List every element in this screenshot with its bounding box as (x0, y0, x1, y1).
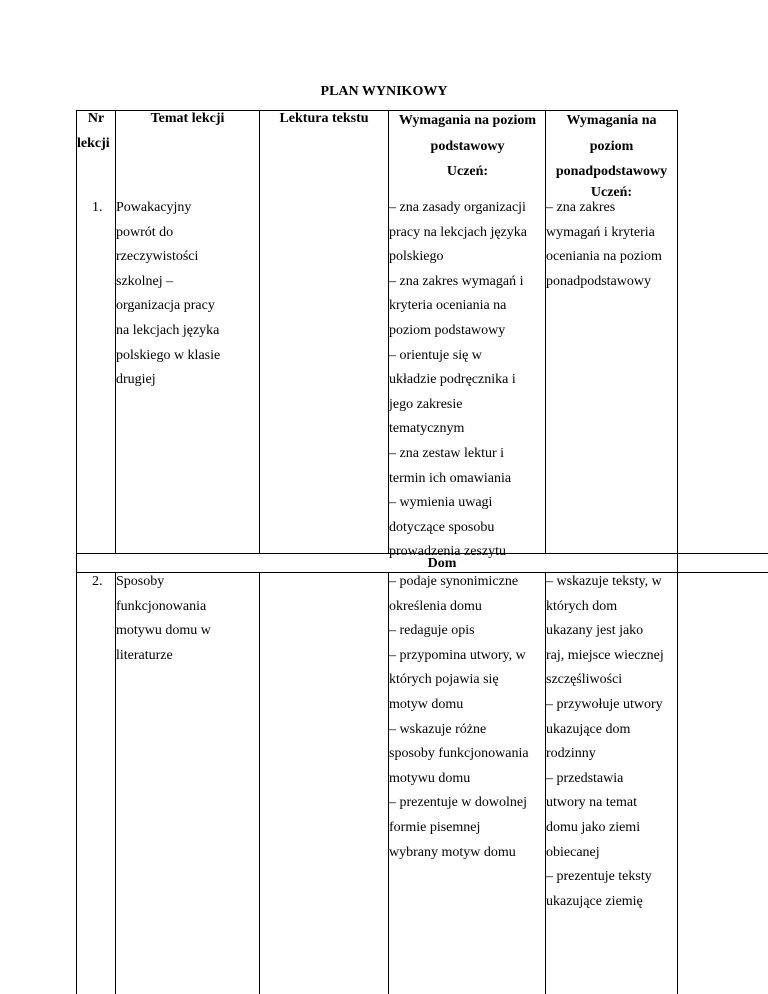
row-2-podst-line: – podaje synonimiczne (389, 574, 519, 589)
document-title: PLAN WYNIKOWY (320, 84, 448, 99)
header-ponad-line2: poziom (589, 138, 634, 154)
row-2-temat (116, 570, 211, 668)
header-ponad-line3: ponadpodstawowy (555, 164, 668, 179)
row-2-ponad-line: – prezentuje teksty (546, 869, 652, 885)
row-2-podst-line: – prezentuje w dowolnej (389, 795, 528, 811)
row-1-ponad-line: ponadpodstawowy (546, 273, 651, 289)
row-2-ponad-line: utwory na temat (546, 795, 637, 811)
row-2-temat-line: literaturze (116, 647, 173, 663)
row-1-podst-line: – orientuje się w (389, 347, 482, 363)
row-1-temat-line: szkolnej – (116, 273, 174, 289)
row-2-ponadpodstawowy (546, 570, 664, 914)
header-podstawowy-line3: Uczeń: (446, 164, 489, 179)
row-1-podst-line: – zna zestaw lektur i (389, 445, 505, 461)
row-1-temat-line: organizacja pracy (116, 298, 215, 314)
row-1-podst-line: układzie podręcznika i (389, 372, 516, 388)
row-1-ponad-line: – zna zakres (546, 200, 616, 215)
row-2-podst-line: – redaguje opis (389, 623, 475, 639)
row-2-ponad-line: ukazujące ziemię (546, 893, 643, 909)
row-1-podst-line: pracy na lekcjach języka (389, 224, 527, 240)
header-podstawowy-line1: Wymagania na poziom (398, 113, 537, 128)
row-1-podst-line: dotyczące sposobu (389, 519, 495, 535)
row-2-podst-line: określenia domu (389, 598, 482, 614)
row-2-temat-line: motywu domu w (116, 623, 211, 639)
header-ponad-line1: Wymagania na (566, 113, 657, 128)
row-2-ponad-line: – przywołuje utwory (546, 696, 663, 712)
row-2-podstawowy (389, 570, 529, 865)
header-podstawowy (389, 108, 546, 185)
row-1-temat (116, 196, 220, 393)
row-1-number: 1. (92, 200, 103, 215)
header-ponadpodstawowy (545, 108, 678, 201)
row-2-number: 2. (92, 574, 103, 589)
row-1-podst-line: poziom podstawowy (389, 322, 506, 338)
row-2-ponad-line: ukazujące dom (546, 721, 631, 737)
row-2-ponad-line: – przedstawia (546, 770, 624, 786)
row-1-temat-line: Powakacyjny (116, 200, 192, 215)
header-temat: Temat lekcji (150, 111, 225, 126)
row-2-podst-line: wybrany motyw domu (389, 844, 516, 860)
row-2-podst-line: których pojawia się (389, 672, 499, 688)
row-1-podst-line: prowadzenia zeszytu (389, 544, 506, 560)
row-1-temat-line: na lekcjach języka (116, 322, 220, 338)
row-2-ponad-line: szczęśliwości (546, 672, 623, 688)
row-2-ponad-line: rodzinny (546, 746, 596, 762)
row-1-podst-line: polskiego (389, 249, 444, 265)
row-1-podst-line: kryteria oceniania na (389, 298, 507, 314)
row-2-ponad-line: których dom (546, 598, 618, 614)
row-1-podst-line: – wymienia uwagi (389, 495, 493, 511)
header-podstawowy-line2: podstawowy (430, 138, 505, 154)
row-1-ponadpodstawowy (546, 196, 662, 294)
row-2-temat-line: funkcjonowania (116, 598, 207, 614)
row-1-podst-line: termin ich omawiania (389, 470, 512, 486)
header-nr-line1: Nr (87, 111, 105, 126)
row-2-podst-line: motyw domu (389, 696, 464, 712)
row-2-podst-line: sposoby funkcjonowania (389, 746, 529, 762)
row-2-ponad-line: ukazany jest jako (546, 623, 644, 639)
row-2-podst-line: formie pisemnej (389, 819, 481, 835)
row-2-ponad-line: raj, miejsce wiecznej (546, 647, 664, 663)
row-2-podst-line: motywu domu (389, 770, 471, 786)
row-1-temat-line: rzeczywistości (116, 249, 199, 265)
header-lektura: Lektura tekstu (279, 111, 369, 126)
section-heading-dom: Dom (427, 556, 457, 571)
row-1-temat-line: powrót do (116, 224, 174, 240)
row-2-ponad-line: domu jako ziemi (546, 819, 641, 835)
row-1-podst-line: – zna zakres wymagań i (389, 273, 524, 289)
header-nr-line2: lekcji (77, 136, 110, 151)
row-1-ponad-line: wymagań i kryteria (546, 224, 655, 240)
row-2-podst-line: – przypomina utwory, w (389, 647, 526, 663)
header-nr (76, 108, 116, 130)
row-1-podst-line: – zna zasady organizacji (389, 200, 526, 215)
header-ponad-line4: Uczeń: (590, 184, 633, 200)
row-2-ponad-line: obiecanej (546, 844, 600, 860)
row-2-ponad-line: – wskazuje teksty, w (546, 574, 662, 589)
row-1-podst-line: tematycznym (389, 421, 465, 437)
row-2-podst-line: – wskazuje różne (389, 721, 487, 737)
row-1-podst-line: jego zakresie (389, 396, 463, 412)
row-1-ponad-line: oceniania na poziom (546, 249, 662, 265)
row-1-temat-line: drugiej (116, 372, 156, 388)
row-1-temat-line: polskiego w klasie (116, 347, 221, 363)
row-1-podstawowy (389, 196, 527, 565)
row-2-temat-line: Sposoby (116, 574, 165, 589)
